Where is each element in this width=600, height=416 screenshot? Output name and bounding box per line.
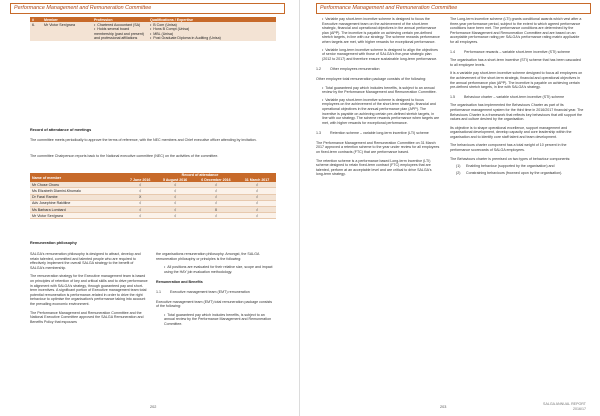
list-item: • Variable pay short-term incentive scheme is designed to focus the Executive management team on the achievement of the short-term strategic, financial and operational objectives in the annual performance plan (APP). The incentive is payable on achieving certain pre-defined stretch targets, in line with our strategy. The scheme rewards performance when targets are met, with higher rewards for exceptional performance. [322,17,440,45]
list-item [456,171,584,176]
attendance-mark: √ [124,182,156,188]
attendance-mark: √ [156,194,193,200]
subsection-1-3 [316,131,440,136]
table-row [30,22,276,41]
behaviour-paragraph-4: The Behaviours charter is premised on two types of behaviour components: [450,156,571,161]
member-col-profession: Profession [92,17,148,22]
right-page [300,0,600,416]
list-text: Constraining behaviours (frowned upon by the organisation). [466,170,563,175]
list-item [456,164,584,169]
attendance-mark: √ [156,200,193,206]
subsection-1-4 [450,50,584,55]
report-year: 2016/17 [573,406,586,411]
philosophy-paragraph-1: SALGA's remuneration philosophy is designed to attract, develop and retain talented, committed and talented people who are required to effectively implement the overall SALGA strategy to the benefit of SALGA's membership. [30,252,141,270]
attendance-mark: √ [238,200,276,206]
subsection-1-2 [316,67,440,72]
attendance-member: Ms Barbara Lombard [30,206,124,212]
subsection-title: Performance rewards – variable short-term incentive (STI) scheme [464,49,571,54]
attendance-member: Ms Elizabeth Dlamini-Khumalo [30,188,124,194]
philosophy-column-2 [156,252,276,327]
list-text: Enabling behaviour (supported by the organisation) and [466,164,555,169]
attendance-mark: √ [238,188,276,194]
right-page-header: Performance Management and Remuneration Committee [316,3,591,14]
behaviour-paragraph-1: The organisation has implemented the Behaviours Charter as part of its performance management system for the third time in 2016/2017 financial year. The Behaviours Charter is a framework that reflects key behaviours that will support the values and culture desired by the organisation. [450,103,584,122]
attendance-mark: √ [238,194,276,200]
attendance-mark: √ [156,206,193,212]
member-table [30,17,276,41]
attendance-mark: √ [194,200,238,206]
sti-paragraph-2: It is a variable pay short-term incentive scheme designed to focus all employees on the achievement of the short-term strategic, financial and operational objectives in the annual performance plan (APP). The incentive is payable on achieving certain pre-defined stretch targets, in line with SALGA's strategy. [450,71,583,90]
list-item: • Variable long-term incentive scheme is designed to align the objectives of senior management with those of SALGA's five-year strategic plan (2012 to 2017) and therefore ensure sustainable long-term performance. [322,48,440,62]
philosophy-paragraph-3: The Performance Management and Remuneration Committee and the National Executive Committee approved the SALGA Remuneration and Benefits Policy that espouses [30,310,144,324]
list-number: (2) [456,170,461,175]
attendance-mark: √ [194,188,238,194]
lti-paragraph: The Long-term incentive scheme (LTI) grants conditional awards which vest after a three-year performance period, subject to the extent to which agreed performance conditions have been met. The performance conditions are determined by the Performance Management and Remuneration Committee and are based on an acceptable performance rating per SALGA's performance rating matrix applicable for all employees. [450,17,582,44]
member-name: Mr Victor Sen'gwea [42,22,92,41]
record-heading: Record of attendance of meetings [30,128,92,132]
subsection-title: Executive management team (EMT) remuneration [170,289,250,294]
member-col-member: Member [42,17,92,22]
attendance-date: 31 March 2017 [238,178,276,183]
subsection-number: 1.2 [316,67,321,72]
behaviour-paragraph-2: Its objective is to shape operational excellence, support management and organisational development, develop capacity and core leadership within the organisation and to identify core staff talent and team development. [450,125,572,139]
attendance-mark: √ [238,213,276,219]
list-item: • Total guaranteed pay which includes benefits, is subject to an annual review by the Performance Management and Remuneration Committee. [164,313,276,327]
attendance-mark: √ [238,182,276,188]
attendance-date: 5 August 2016 [156,178,193,183]
sti-paragraph-1: The organisation has a short-term incentive (STI) scheme that has been cascaded to all employee levels. [450,58,581,67]
attendance-date: 7 June 2016 [124,178,156,183]
attendance-record-header: Record of attendance [124,173,276,178]
member-qualifications [148,22,276,41]
report-title: SALGA ANNUAL REPORT [543,402,586,406]
philosophy-paragraph-4: the organisations remuneration philosophy. Amongst, the SALGA remuneration philosophy or principles is the following: [156,252,260,261]
other-employees-paragraph: Other employee total remuneration package consists of the following: [316,76,427,81]
list-item: • Variable pay short-term incentive scheme is designed to focus employees on the achievement of the short-term strategic, financial and operational objectives in the annual performance plan (APP). The incentive is payable on achieving certain pre-defined stretch targets, in line with our strategy. The scheme rewards performance when targets are met, with higher rewards for exceptional performance. [322,98,440,126]
member-num: 6. [30,22,42,41]
subsection-1-5 [450,95,584,100]
member-profession [92,22,148,41]
subsection-number: 1.4 [450,49,455,54]
attendance-member: Mr Chose Choeu [30,182,124,188]
record-paragraph-1: The committee meets periodically to approve the terms of reference, with the NEC members and Chief executive officer attending by invitation. [30,138,257,142]
philosophy-paragraph-2: The remuneration strategy for the Executive management team is based on principles of retention of key and critical skills and to drive performance in alignment with SALGA's strategy, through guaranteed pay and short-term incentives. A significant portion of Executive management team total potential remuneration is performance-related in order to drive the right behaviour to optimise the organisation's performance taking into account the prevailing economic environment. [30,274,148,306]
subsection-title: Other employees remuneration [330,67,380,72]
list-number: (1) [456,164,461,169]
attendance-table [30,173,276,219]
attendance-mark: √ [194,213,238,219]
attendance-date: 6 December 2016 [194,178,238,183]
attendance-name-header: Name of member [30,173,124,182]
subsection-number: 1.3 [316,131,321,136]
philosophy-heading: Remuneration philosophy [30,241,77,245]
attendance-mark: √ [124,213,156,219]
report-footer [543,402,586,411]
list-item: • Chartered Accountant (SA) [94,23,146,28]
attendance-member: Adv Josephine Rakitline [30,200,124,206]
remuneration-benefits-heading: Remuneration and Benefits [156,280,203,285]
list-item: • All positions are evaluated for their relative size, scope and impact using the HAY job evaluation methodology. [164,265,276,274]
retention-paragraph-2: The retention scheme is a performance based Long-term Incentive (LTI) scheme designed to retain fixed-term contract (FTC) employees that are talented, perform at an acceptable level and are critical to drive SALGA's long-term strategy. [316,158,432,177]
attendance-mark: X [194,206,238,212]
list-item: • B Com (Unisa) [150,23,274,28]
member-col-num: # [30,17,42,22]
right-column-1 [316,17,440,177]
attendance-mark: √ [124,206,156,212]
subsection-number: 1.1 [156,289,161,294]
left-page-header: Performance Management and Remuneration Committee [10,3,285,14]
attendance-mark: √ [124,188,156,194]
subsection-title: Behaviour charter – variable short-term incentive (STI) scheme [464,94,565,99]
attendance-mark: √ [194,194,238,200]
table-row [30,213,276,219]
left-page-number: 202 [150,405,157,409]
record-paragraph-2: The committee Chairperson reports back to the National executive committee (NEC) on the activities of the committee. [30,154,219,158]
attendance-mark: √ [238,206,276,212]
list-item: • Post Graduate Diploma in Auditing (Unisa) [150,36,274,41]
list-item: • Hons B Compt (Unisa) [150,27,274,32]
attendance-mark: √ [156,182,193,188]
member-col-qualifications: Qualifications / Expertise [148,17,276,22]
list-item: • Total guaranteed pay which includes benefits, is subject to an annual review by the Performance Management and Remuneration Committee. [322,86,440,95]
attendance-mark: √ [124,200,156,206]
right-column-2 [450,17,584,175]
list-item: • MBL (Unisa) [150,32,274,37]
subsection-1-1 [156,290,276,295]
attendance-mark: √ [156,213,193,219]
subsection-title: Retention scheme – variable long-term incentive (LTI) scheme [330,131,429,136]
attendance-mark: X [124,194,156,200]
subsection-number: 1.5 [450,94,455,99]
attendance-member: Mr Victor Sen'gwea [30,213,124,219]
attendance-member: Dr Farai Rambe [30,194,124,200]
attendance-mark: √ [194,182,238,188]
attendance-mark: √ [156,188,193,194]
list-item: • Holds several board membership (past and present) and professional affiliations [94,27,146,41]
philosophy-column-1 [30,252,148,324]
right-page-number: 203 [440,405,447,409]
emt-paragraph: Executive management team (EMT) total remuneration package consists of the following: [156,299,273,309]
retention-paragraph-1: The Performance Management and Remuneration Committee on 31 March 2017 approved a retention scheme to the year under review for all employees on fixed-term contracts (FTC) that are performance based. [316,140,440,155]
behaviour-paragraph-3: The behaviours charter component has a total weight of 10 percent in the performance scorecards of SALGA employees. [450,143,567,153]
